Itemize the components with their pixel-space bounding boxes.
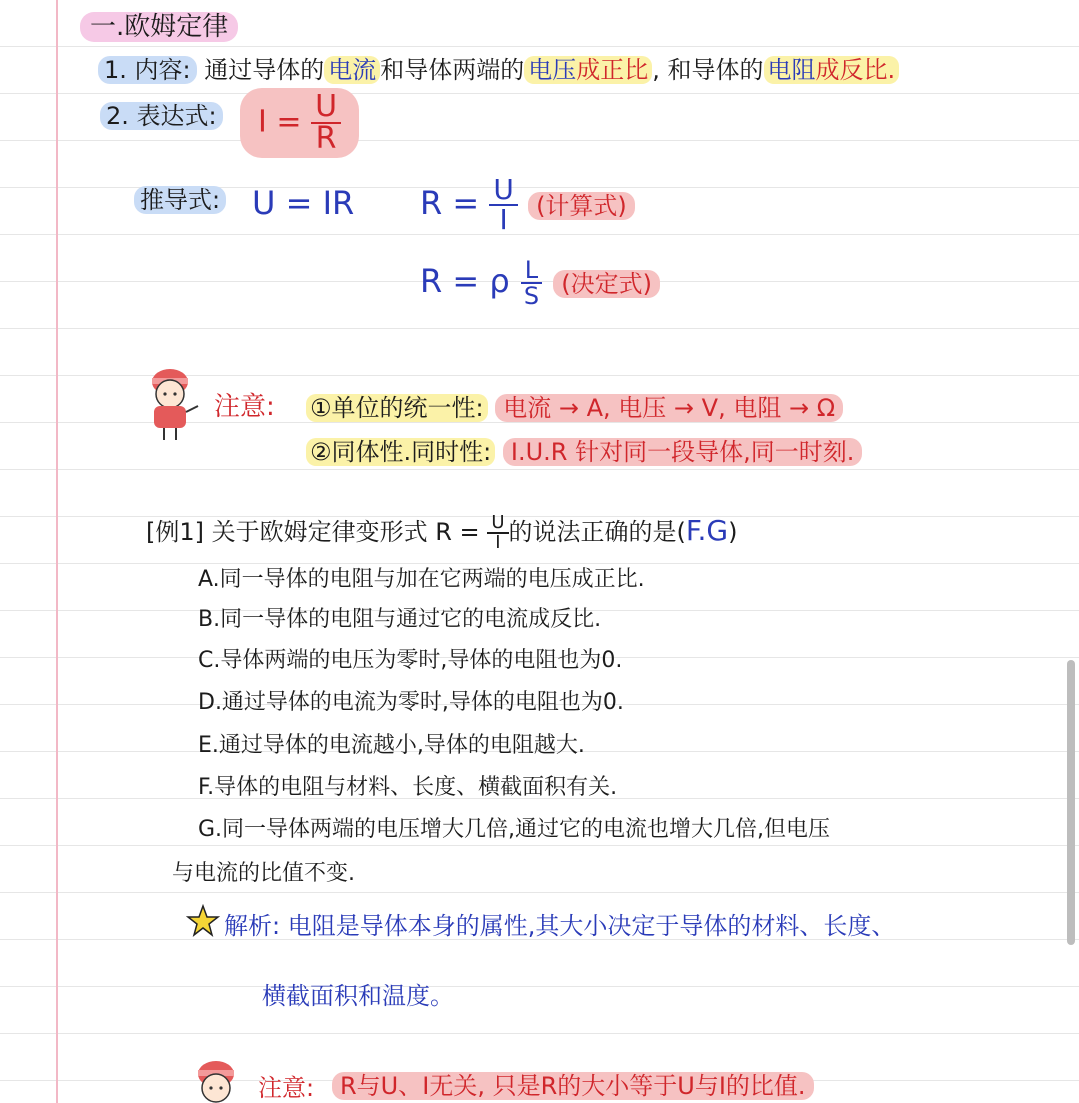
decisive-formula-note: (决定式): [553, 270, 660, 298]
section-title: 一.欧姆定律: [80, 6, 238, 43]
content-text-3: , 和导体的: [652, 56, 764, 84]
option-d: D.通过导体的电流为零时,导体的电阻也为0.: [198, 690, 624, 715]
option-b: B.同一导体的电阻与通过它的电流成反比.: [198, 607, 602, 632]
option-a: A.同一导体的电阻与加在它两端的电压成正比.: [198, 567, 645, 592]
vertical-scrollbar[interactable]: [1067, 660, 1075, 945]
example-answer: F.G: [685, 514, 729, 547]
calc-formula-note: (计算式): [528, 192, 635, 220]
keyword-current: 电流: [324, 56, 380, 84]
ohm-formula: I = $\frac{U}{R}$: [240, 88, 359, 158]
analysis-line-2: 横截面积和温度。: [262, 982, 454, 1010]
content-text-1: 通过导体的: [204, 56, 325, 84]
content-text-2: 和导体两端的: [380, 56, 525, 84]
girl-avatar-icon-2: [188, 1058, 244, 1103]
option-g: G.同一导体两端的电压增大几倍,通过它的电流也增大几倍,但电压: [198, 817, 831, 842]
keyword-voltage: 电压: [528, 56, 577, 84]
derived-eq-3: R = ρ $\frac{L}{S}$ (决定式): [420, 258, 660, 308]
note-1-item-1: ①单位的统一性: 电流 → A, 电压 → V, 电阻 → Ω: [306, 388, 843, 423]
option-c: C.导体两端的电压为零时,导体的电阻也为0.: [198, 648, 623, 673]
content-line: [98, 50, 899, 85]
derived-label: 推导式:: [134, 180, 226, 215]
option-g-continued: 与电流的比值不变.: [172, 861, 355, 886]
expression-label: 2. 表达式:: [100, 96, 223, 131]
note-1-label: 注意:: [214, 392, 275, 422]
margin-line: [56, 0, 58, 1103]
girl-avatar-icon: [140, 366, 200, 446]
option-f: F.导体的电阻与材料、长度、横截面积有关.: [198, 775, 618, 800]
derived-eq-2: R = $\frac{U}{I}$ (计算式): [420, 176, 635, 234]
example-question: [例1] 关于欧姆定律变形式 R = $\frac{U}{I}$ 的说法正确的是(F.G): [146, 512, 738, 553]
note-2-text: R与U、I无关, 只是R的大小等于U与I的比值.: [332, 1066, 814, 1101]
analysis-line-1: 解析: 电阻是导体本身的属性,其大小决定于导体的材料、长度、: [224, 912, 896, 940]
keyword-proportional: 成正比: [576, 56, 649, 84]
keyword-inverse: 成反比.: [815, 56, 896, 84]
option-e: E.通过导体的电流越小,导体的电阻越大.: [198, 733, 585, 758]
note-1-item-2: ②同体性.同时性: I.U.R 针对同一段导体,同一时刻.: [306, 432, 862, 467]
keyword-resistance: 电阻: [767, 56, 816, 84]
note-2-label: 注意:: [258, 1074, 315, 1102]
star-icon: [186, 904, 220, 938]
derived-eq-1: U = IR: [252, 184, 355, 222]
content-label: 1. 内容:: [98, 56, 197, 84]
